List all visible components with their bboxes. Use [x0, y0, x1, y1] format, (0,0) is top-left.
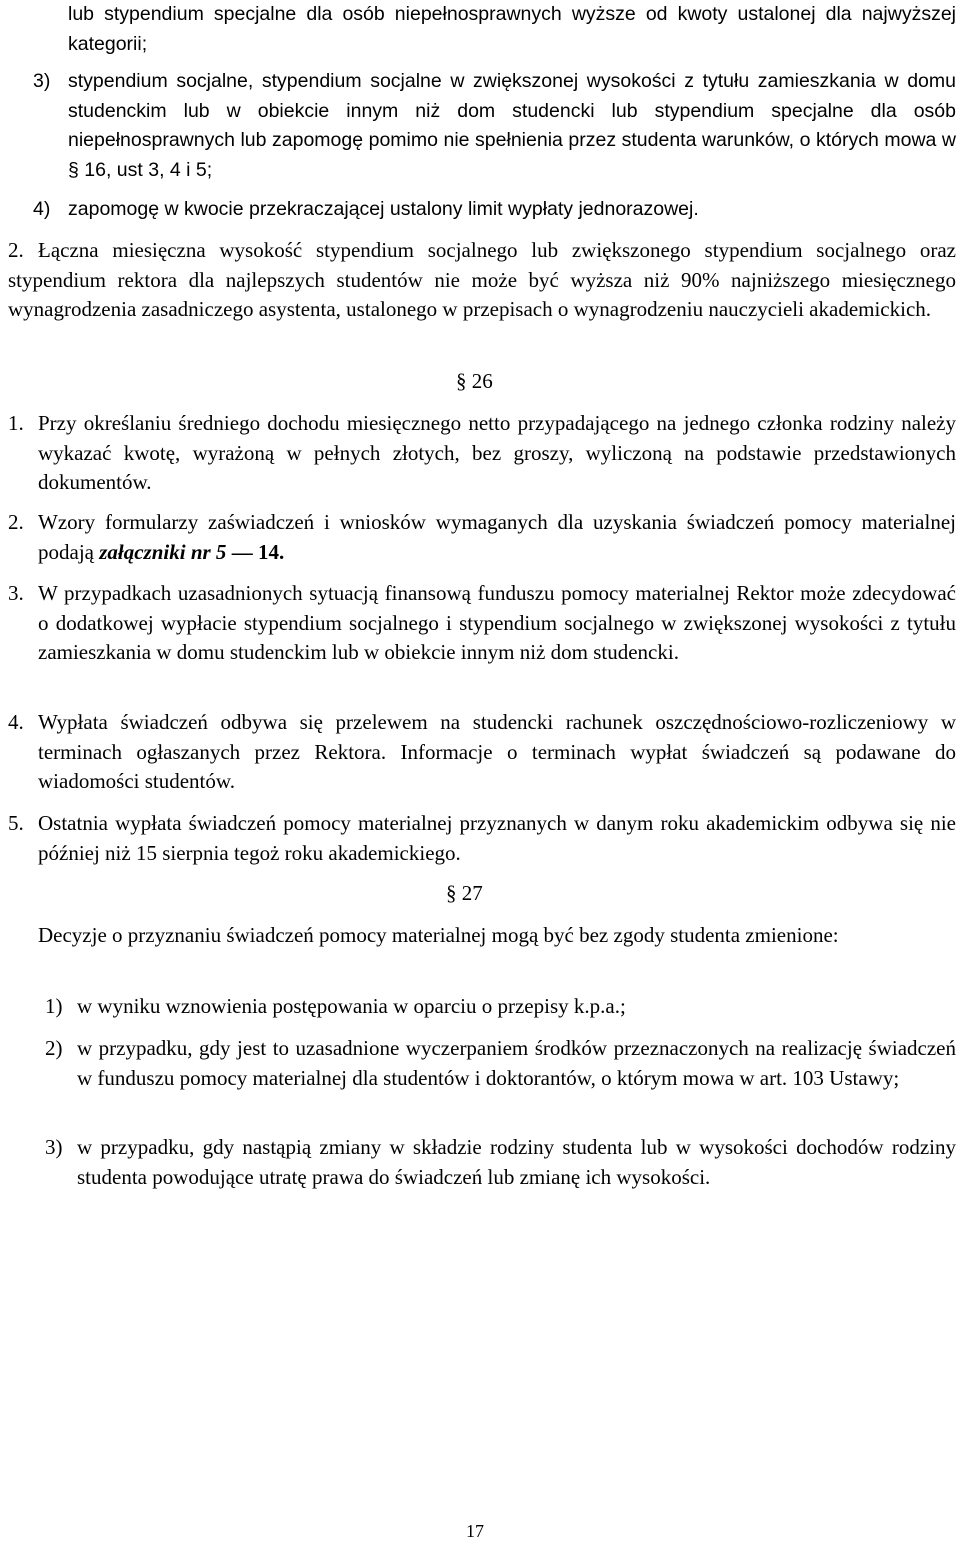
list-item-3-number: 3) — [33, 70, 51, 92]
s26-point-5-number: 5. — [8, 811, 24, 835]
s26-point-1-number: 1. — [8, 411, 24, 435]
paragraph-2-number: 2. — [8, 238, 24, 262]
s26-point-3-number: 3. — [8, 581, 24, 605]
list-item-3-text: stypendium socjalne, stypendium socjalne w zwiększonej wysokości z tytułu zamieszkania w domu studenckim lub w obiekcie innym niż dom studencki lub stypendium specjalne dla osób niepełnosprawnych lub zapomogę pomimo nie spełnienia przez studenta warunków, o których mowa w § 16, ust 3, 4 i 5; — [68, 70, 956, 181]
s26-point-5-text: Ostatnia wypłata świadczeń pomocy materialnej przyznanych w danym roku akademickim odbywa się nie później niż 15 sierpnia tegoż roku akademickiego. — [38, 811, 956, 865]
list-item-4-number: 4) — [33, 198, 51, 220]
s26-point-4-number: 4. — [8, 710, 24, 734]
s26-point-2-dash: — — [231, 539, 253, 564]
s27-item-1-text: w wyniku wznowienia postępowania w oparciu o przepisy k.p.a.; — [77, 994, 626, 1018]
s26-point-2-number: 2. — [8, 510, 24, 534]
list-item-4-text: zapomogę w kwocie przekraczającej ustalony limit wypłaty jednorazowej. — [68, 198, 699, 220]
s26-point-3-text: W przypadkach uzasadnionych sytuacją finansową funduszu pomocy materialnej Rektor może zdecydować o dodatkowej wypłacie stypendium socjalnego i stypendium socjalnego w zwiększonej wysokości z tytułu zamieszkania w domu studenckim lub w obiekcie innym niż dom studencki. — [38, 581, 956, 664]
s26-point-4-text: Wypłata świadczeń odbywa się przelewem na studencki rachunek oszczędnościowo-rozliczeniowy w terminach ogłaszanych przez Rektora. Informacje o terminach wypłat świadczeń są podawane do wiadomości studentów. — [38, 710, 956, 793]
s27-item-1-number: 1) — [45, 994, 63, 1018]
s26-point-2-text — [38, 508, 956, 567]
s26-point-2-body: Wzory formularzy zaświadczeń i wniosków wymaganych dla uzyskania świadczeń pomocy materialnej podają — [38, 510, 956, 564]
s27-intro: Decyzje o przyznaniu świadczeń pomocy materialnej mogą być bez zgody studenta zmienione: — [38, 923, 839, 947]
paragraph-2-text — [8, 236, 956, 325]
page-number: 17 — [466, 1521, 484, 1541]
s27-item-3-number: 3) — [45, 1135, 63, 1159]
list-item-2-continuation: lub stypendium specjalne dla osób niepełnosprawnych wyższe od kwoty ustalonej dla najwyższej kategorii; — [68, 3, 956, 55]
s26-point-2-range-end: 14 — [257, 539, 279, 564]
section-27-heading: § 27 — [446, 881, 483, 905]
section-26-heading: § 26 — [456, 369, 493, 393]
paragraph-2-body: Łączna miesięczna wysokość stypendium socjalnego lub zwiększonego stypendium socjalnego oraz stypendium rektora dla najlepszych studentów nie może być wyższa niż 90% najniższego miesięcznego wynagrodzenia zasadniczego asystenta, ustalonego w przepisach o wynagrodzeniu nauczycieli akademickich. — [8, 238, 956, 321]
s26-point-2-attachment-ref: załączniki nr 5 — [99, 539, 227, 564]
s27-item-2-text: w przypadku, gdy jest to uzasadnione wyczerpaniem środków przeznaczonych na realizację świadczeń w funduszu pomocy materialnej dla studentów i doktorantów, o którym mowa w art. 103 Ustawy; — [77, 1036, 956, 1090]
s27-item-2-number: 2) — [45, 1036, 63, 1060]
s26-point-2-period: . — [278, 539, 285, 564]
s26-point-1-text: Przy określaniu średniego dochodu miesięcznego netto przypadającego na jednego członka rodziny należy wykazać kwotę, wyrażoną w pełnych złotych, bez groszy, wyliczoną na podstawie przedstawionych dokumentów. — [38, 411, 956, 494]
s27-item-3-text: w przypadku, gdy nastąpią zmiany w składzie rodziny studenta lub w wysokości dochodów rodziny studenta powodujące utratę prawa do świadczeń lub zmianę ich wysokości. — [77, 1135, 956, 1189]
